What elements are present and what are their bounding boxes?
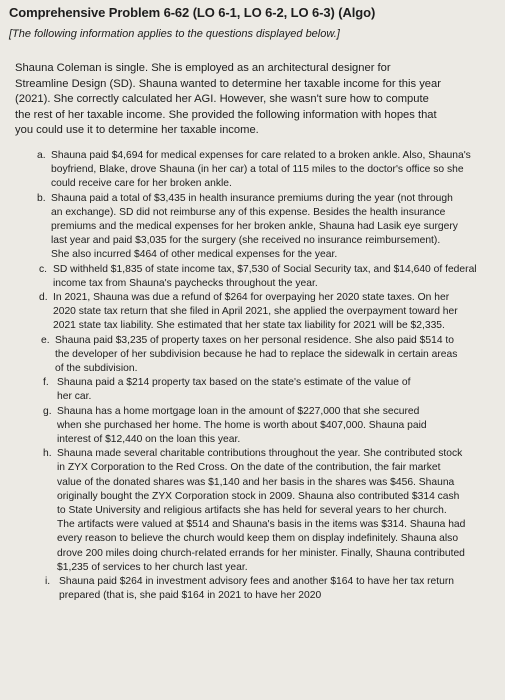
list-item [37, 192, 459, 263]
list-item-text: Shauna made several charitable contributions throughout the year. She contributed stock in ZYX Corporation to the Red Cross. On the date of the contribution, the fair market value of the donated shares was $1,140 and her basis in the shares was $456. Shauna originally bought the ZYX Corporation stock in 2009. Shauna also contributed $314 cash to State University and religious artifacts she has held for several years to her church. The artifacts were valued at $514 and Shauna's basis in the items was $314. Shauna had every reason to believe the church would keep them on display indefinitely. Shauna also drove 200 miles doing church-related errands for her minister. Finally, Shauna contributed $1,235 of services to her church last year. [57, 448, 466, 573]
list-item-text: SD withheld $1,835 of state income tax, $7,530 of Social Security tax, and $14,640 of federal income tax from Shauna's paychecks throughout the year. [53, 263, 477, 289]
list-item [43, 447, 467, 575]
list-item-text: In 2021, Shauna was due a refund of $264 for overpaying her 2020 state taxes. On her 2020 state tax return that she filed in April 2021, she applied the overpayment toward her 2021 state tax liability. She estimated that her state tax liability for 2021 will be $2,335. [53, 292, 458, 332]
list-item-text: Shauna paid $3,235 of property taxes on her personal residence. She also paid $514 to the developer of her subdivision because he had to replace the sidewalk in certain areas of the subdivision. [55, 334, 458, 375]
list-item-letter: g. [43, 405, 52, 417]
problem-note: [The following information applies to the questions displayed below.] [9, 28, 340, 40]
problem-title: Comprehensive Problem 6-62 (LO 6-1, LO 6-2, LO 6-3) (Algo) [9, 5, 376, 20]
list-item [43, 405, 443, 448]
list-item-text: Shauna paid a $214 property tax based on the state's estimate of the value of her car. [57, 377, 411, 403]
facts-list [9, 149, 495, 604]
list-item-letter: h. [43, 448, 52, 460]
list-item [39, 263, 479, 291]
list-item-letter: f. [43, 377, 49, 389]
problem-intro: Shauna Coleman is single. She is employed as an architectural designer for Streamline Design (SD). Shauna wanted to determine her taxable income for this year (2021). She correctly calculated her AGI. However, she wasn't sure how to compute the rest of her taxable income. She provided the following information with hopes that you could use it to determine her taxable income. [15, 62, 441, 137]
list-item [41, 334, 463, 377]
list-item [45, 575, 463, 603]
list-item-letter: b. [37, 192, 46, 204]
list-item-letter: i. [45, 576, 51, 588]
list-item-text: Shauna paid a total of $3,435 in health insurance premiums during the year (not through an exchange). SD did not reimburse any of this expense. Besides the health insurance premiums and the medical expenses for her broken ankle, Shauna had Lasik eye surgery last year and paid $3,035 for the surgery (she received no insurance reimbursement). She also incurred $464 of other medical expenses for the year. [51, 192, 458, 261]
list-item-letter: d. [39, 292, 48, 303]
list-item-text: Shauna paid $264 in investment advisory fees and another $164 to have her tax return prepared (that is, she paid $164 in 2021 to have her 2020 [59, 576, 454, 602]
list-item [43, 376, 423, 404]
list-item-text: Shauna has a home mortgage loan in the amount of $227,000 that she secured when she purchased her home. The home is worth about $407,000. Shauna paid interest of $12,440 on the loan this year. [57, 405, 427, 446]
list-item-letter: a. [37, 149, 46, 161]
list-item [37, 149, 487, 192]
list-item-letter: e. [41, 334, 50, 346]
list-item-letter: c. [39, 263, 48, 275]
list-item [39, 291, 469, 334]
list-item-text: Shauna paid $4,694 for medical expenses for care related to a broken ankle. Also, Shauna's boyfriend, Blake, drove Shauna (in her car) a total of 115 miles to the doctor's office so she could receive care for her broken ankle. [51, 149, 471, 190]
